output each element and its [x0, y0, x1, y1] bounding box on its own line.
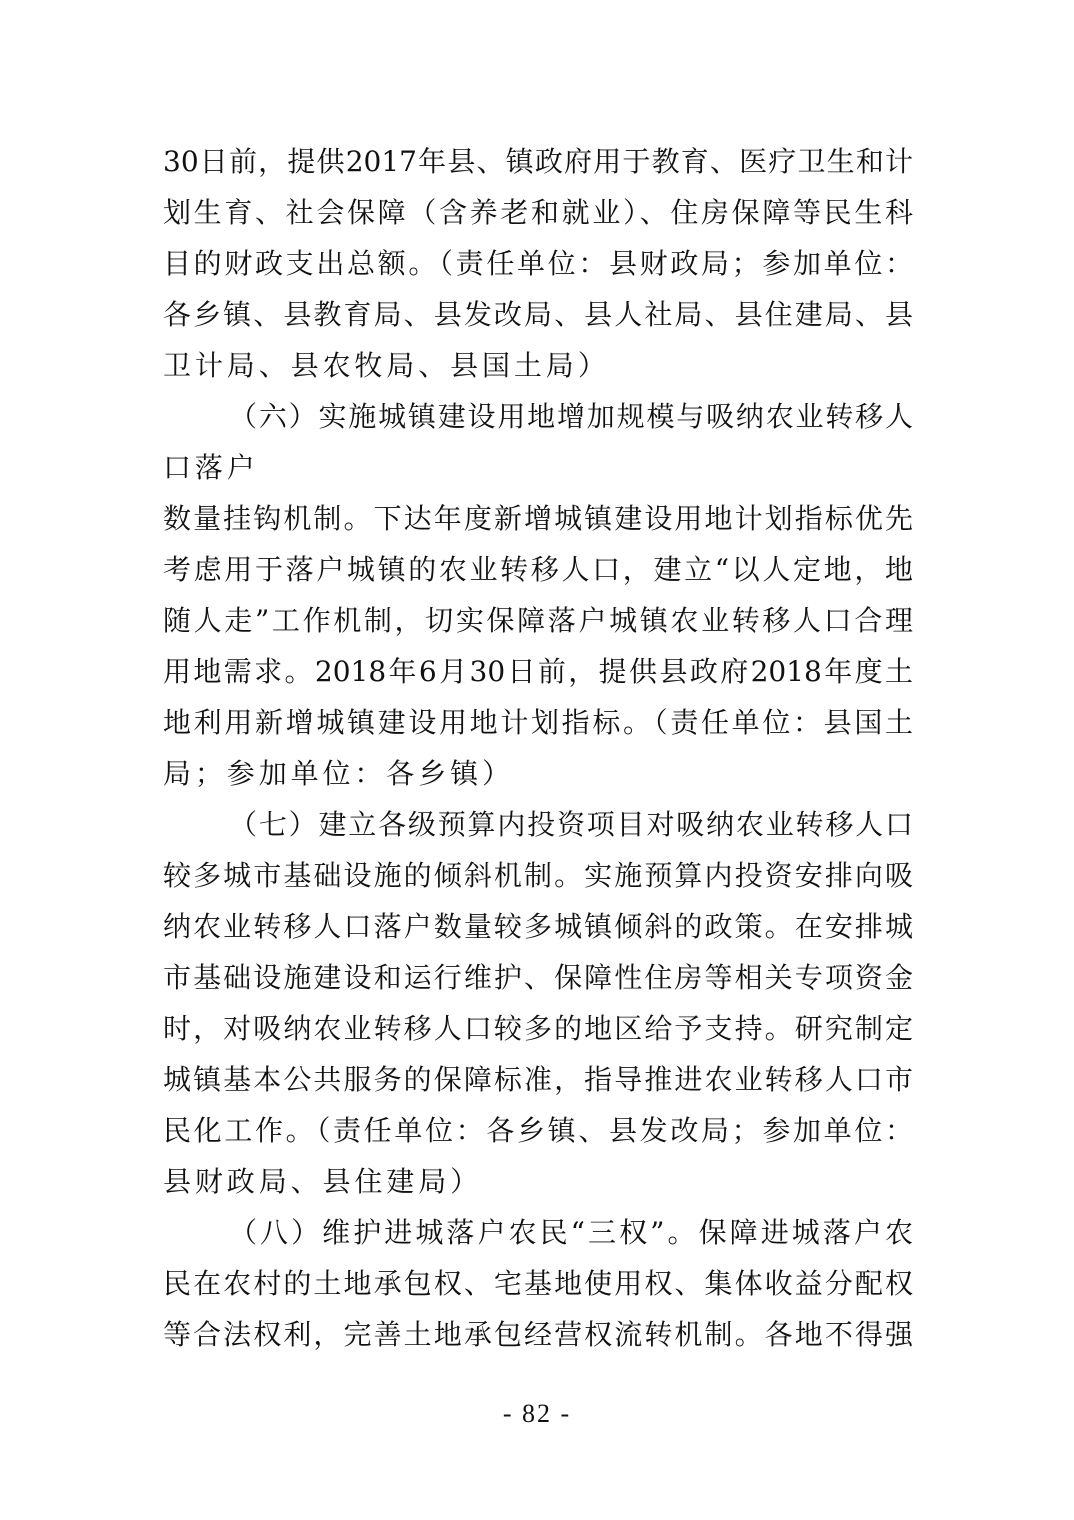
- text-line: 地利用新增城镇建设用地计划指标。（责任单位：县国土: [163, 706, 913, 739]
- text-line: 县财政局、县住建局）: [163, 1165, 483, 1198]
- text-line: 较多城市基础设施的倾斜机制。实施预算内投资安排向吸: [163, 859, 913, 892]
- text-line: 民化工作。（责任单位：各乡镇、县发改局；参加单位：: [163, 1114, 913, 1147]
- text-line: 卫计局、县农牧局、县国土局）: [163, 349, 610, 382]
- section-heading-six: （六）实施城镇建设用地增加规模与吸纳农业转移人: [229, 400, 913, 433]
- text-line: 局；参加单位：各乡镇）: [163, 757, 514, 790]
- text-line: 划生育、社会保障（含养老和就业）、住房保障等民生科: [163, 196, 913, 229]
- section-heading-seven: （七）建立各级预算内投资项目对吸纳农业转移人口: [229, 808, 913, 841]
- text-line: 数量挂钩机制。下达年度新增城镇建设用地计划指标优先: [163, 502, 913, 535]
- text-line: 30日前，提供2017年县、镇政府用于教育、医疗卫生和计: [163, 145, 913, 178]
- text-line: 口落户: [163, 451, 259, 484]
- text-line: 随人走”工作机制，切实保障落户城镇农业转移人口合理: [163, 604, 913, 637]
- text-line: 考虑用于落户城镇的农业转移人口，建立“以人定地，地: [163, 553, 913, 586]
- section-heading-eight: （八）维护进城落户农民“三权”。保障进城落户农: [229, 1216, 913, 1249]
- text-line: 等合法权利，完善土地承包经营权流转机制。各地不得强: [163, 1318, 913, 1351]
- page-number: - 82 -: [502, 1399, 572, 1428]
- text-line: 纳农业转移人口落户数量较多城镇倾斜的政策。在安排城: [163, 910, 913, 943]
- text-line: 用地需求。2018年6月30日前，提供县政府2018年度土: [163, 655, 913, 688]
- body-text: [163, 136, 913, 1360]
- text-line: 民在农村的土地承包权、宅基地使用权、集体收益分配权: [163, 1267, 913, 1300]
- text-line: 目的财政支出总额。（责任单位：县财政局；参加单位：: [163, 247, 913, 280]
- text-line: 各乡镇、县教育局、县发改局、县人社局、县住建局、县: [163, 298, 913, 331]
- text-line: 城镇基本公共服务的保障标准，指导推进农业转移人口市: [163, 1063, 913, 1096]
- text-line: 市基础设施建设和运行维护、保障性住房等相关专项资金: [163, 961, 913, 994]
- text-line: 时，对吸纳农业转移人口较多的地区给予支持。研究制定: [163, 1012, 913, 1045]
